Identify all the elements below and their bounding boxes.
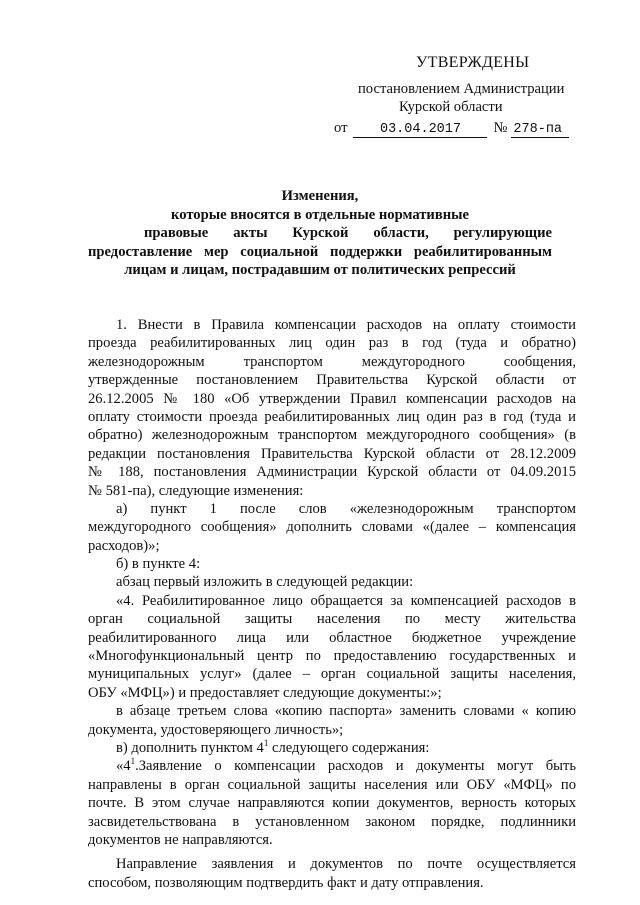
- heading-line: предоставление мер социальной поддержки реабилитированным: [88, 243, 552, 260]
- body-line: б) в пункте 4:: [116, 556, 201, 573]
- body-line: способом, позволяющим подтвердить факт и дату отправления.: [88, 874, 484, 891]
- body-line: ОБУ «МФЦ») и предоставляет следующие документы:»;: [88, 684, 442, 701]
- approval-number: 278-па: [511, 122, 569, 138]
- from-label: от: [334, 120, 348, 136]
- body-line: Направление заявления и документов по почте осуществляется: [116, 856, 576, 873]
- body-line: № 581-па), следующие изменения:: [88, 482, 304, 499]
- approval-date: 03.04.2017: [353, 122, 487, 138]
- body-line: междугородного сообщения» дополнить словами «(далее – компенсация: [88, 519, 576, 536]
- body-line: обратно) железнодорожным транспортом междугородного сообщения» (в: [88, 427, 576, 444]
- body-text: «4: [116, 758, 131, 775]
- body-line: муниципальных услуг» (далее – орган социальной защиты населения,: [88, 666, 576, 683]
- body-line: № 188, постановления Администрации Курской области от 04.09.2015: [88, 464, 576, 481]
- body-line: орган социальной защиты населения по месту жительства: [88, 611, 576, 628]
- heading-line: которые вносятся в отдельные нормативные: [171, 206, 469, 223]
- heading-line: лицам и лицам, пострадавшим от политических репрессий: [124, 262, 516, 278]
- body-line: проезда реабилитированных лиц один раз в год (туда и обратно): [88, 335, 576, 352]
- body-line: утвержденные постановлением Правительства Курской области от: [88, 372, 576, 389]
- body-text: в) дополнить пунктом 4: [116, 739, 264, 756]
- body-text: следующего содержания:: [268, 739, 430, 756]
- body-line: [88, 757, 576, 775]
- body-line: железнодорожным транспортом междугородного сообщения,: [88, 353, 576, 370]
- body-line: расходов)»;: [88, 537, 160, 554]
- heading-line: Изменения,: [281, 188, 359, 204]
- body-line: реабилитированного лица или областное бюджетное учреждение: [88, 629, 576, 646]
- approval-date-line: [334, 120, 569, 138]
- body-line: документа, удостоверяющего личность»;: [88, 721, 344, 738]
- superscript: 1: [263, 738, 269, 749]
- body-line: редакции постановления Правительства Курской области от 28.12.2009: [88, 445, 576, 462]
- approval-line-2: Курской области: [399, 99, 503, 115]
- body-line: в абзаце третьем слова «копию паспорта» заменить словами « копию: [116, 703, 576, 720]
- heading-line: правовые акты Курской области, регулирующие: [144, 225, 552, 241]
- body-line: направлены в орган социальной защиты населения или ОБУ «МФЦ» по: [88, 776, 576, 793]
- number-sign: №: [493, 120, 508, 136]
- body-text: .Заявление о компенсации расходов и документы могут быть: [135, 758, 576, 775]
- body-line: 26.12.2005 № 180 «Об утверждении Правил компенсации расходов на: [88, 390, 576, 407]
- body-line: а) пункт 1 после слов «железнодорожным транспортом: [116, 500, 576, 517]
- body-line: «Многофункциональный центр по предоставлению государственных и: [88, 648, 576, 665]
- approval-title: УТВЕРЖДЕНЫ: [416, 54, 530, 71]
- document-body: [88, 316, 576, 892]
- body-line: оплату стоимости проезда реабилитированных лиц один раз в год (туда и: [88, 408, 576, 425]
- body-line: документов не направляются.: [88, 831, 273, 848]
- body-line: абзац первый изложить в следующей редакции:: [116, 574, 414, 591]
- body-line: почте. В этом случае направляются копии документов, верность которых: [88, 795, 576, 812]
- document-heading: [88, 187, 552, 280]
- body-line: «4. Реабилитированное лицо обращается за компенсацией расходов в: [116, 592, 576, 609]
- superscript: 1: [130, 757, 136, 767]
- body-line: засвидетельствована в установленном законом порядке, подлинники: [88, 813, 576, 830]
- body-line: [88, 739, 576, 757]
- body-line: 1. Внести в Правила компенсации расходов на оплату стоимости: [116, 317, 576, 333]
- approval-line-1: постановлением Администрации: [358, 81, 565, 97]
